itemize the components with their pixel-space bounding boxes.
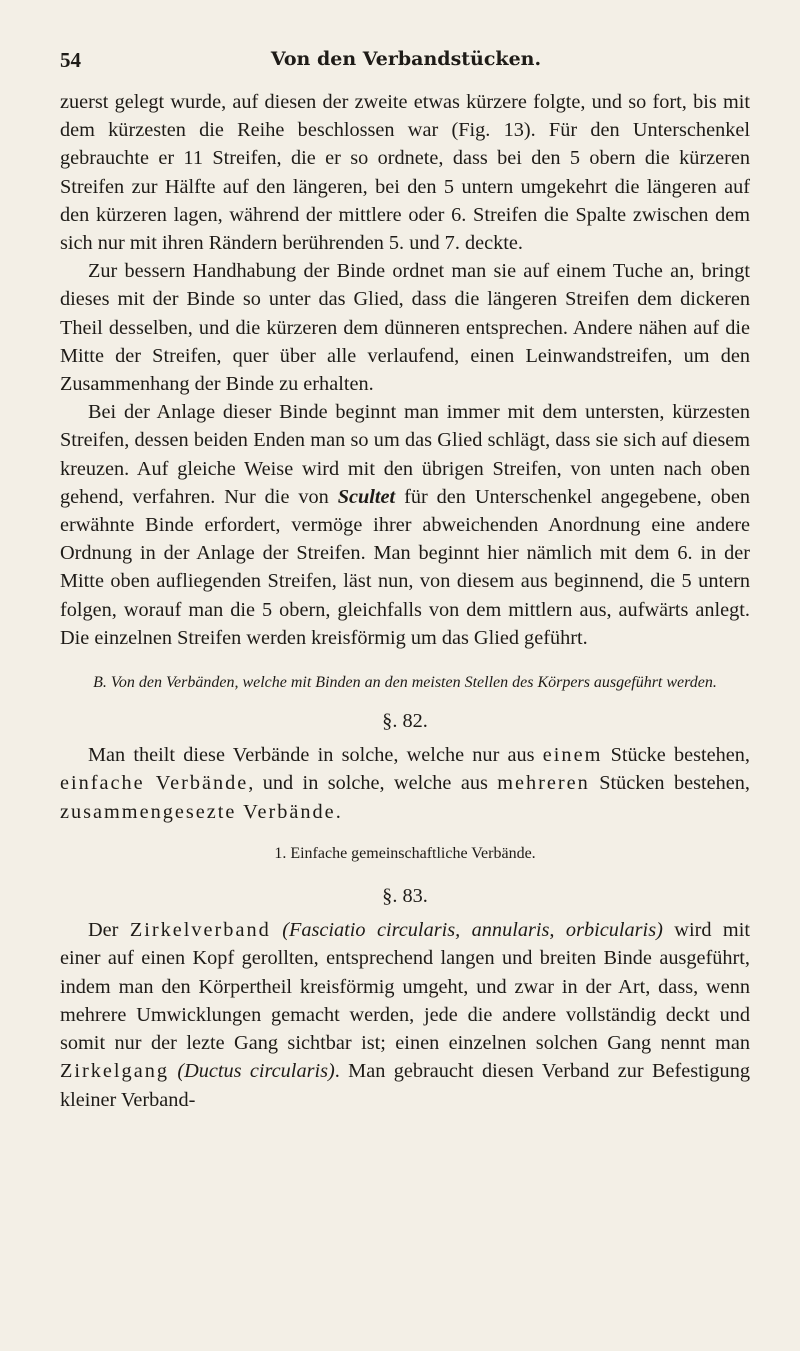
paragraph-82 bbox=[60, 741, 750, 826]
text-run: . Man gebraucht diesen Verband zur Befestigung kleiner Verband- bbox=[60, 1060, 750, 1111]
text-run: . bbox=[335, 800, 341, 823]
latin-term: (Ductus circularis) bbox=[168, 1060, 335, 1083]
text-run: Stücken bestehen, bbox=[589, 772, 750, 795]
paragraph-83 bbox=[60, 916, 750, 1113]
paragraph-handhabung: Zur bessern Handhabung der Binde ordnet man sie auf einem Tuche an, bringt dieses mit der Binde so unter das Glied, dass die längeren Streifen dem dickeren Theil desselben, und die kürzeren dem dünneren entsprechen. Andere nähen auf die Mitte der Streifen, quer über alle verlaufend, einen Leinwandstreifen, um den Zusammenhang der Binde zu erhalten. bbox=[60, 260, 750, 396]
spaced-term: Zirkelverband bbox=[129, 919, 271, 942]
paragraph-anlage bbox=[60, 398, 750, 652]
spaced-term: einfache Verbände bbox=[60, 772, 249, 795]
subsection-heading: 1. Einfache gemeinschaftliche Verbände. bbox=[274, 844, 536, 862]
spaced-term: einem bbox=[542, 744, 603, 767]
text-run: wird mit einer auf einen Kopf gerollten, entsprechend langen und breiten Binde ausgeführt, indem man den Körpertheil kreisförmig umgeht, und zwar in der Art, dass, wenn mehrere Umwicklungen gemacht werden, jede die andere vollständig deckt und somit nur der lezte Gang sichtbar ist; einen einzelnen solchen Gang nennt man bbox=[60, 919, 750, 1055]
text-run: Stücke bestehen, bbox=[602, 744, 751, 767]
paragraph-number-83: §. 83. bbox=[382, 885, 428, 908]
page-body bbox=[60, 88, 750, 1114]
spaced-term: Zirkelgang bbox=[60, 1060, 169, 1083]
spaced-term: mehreren bbox=[497, 772, 590, 795]
text-run: Man theilt diese Verbände in solche, welche nur aus bbox=[88, 744, 543, 767]
paragraph-anlage-text-2: für den Unterschenkel angegebene, oben erwähnte Binde erfordert, vermöge ihrer abweichenden Anordnung eine andere Ordnung in der Anlage der Streifen. Man beginnt hier nämlich mit dem 6. in der Mitte oben aufliegenden Streifen, läst nun, von diesem aus beginnend, die 5 untern folgen, worauf man die 5 obern, gleichfalls von dem mittlern aus, aufwärts anlegt. Die einzelnen Streifen werden kreisförmig um das Glied geführt. bbox=[60, 485, 750, 649]
author-name-scultet: Scultet bbox=[337, 485, 396, 508]
page-header bbox=[60, 48, 752, 78]
section-label: B. bbox=[93, 674, 107, 692]
text-run: , und in solche, welche aus bbox=[248, 772, 498, 795]
spaced-term: zusammengesezte Verbände bbox=[60, 800, 336, 823]
section-heading-b bbox=[60, 672, 750, 693]
paragraph-continued: zuerst gelegt wurde, auf diesen der zweite etwas kürzere folgte, und so fort, bis mit dem kürzesten die Reihe beschlossen war (Fig. 13). Für den Unterschenkel gebrauchte er 11 Streifen, die er so ordnete, dass bei den 5 obern die kürzeren Streifen zur Hälfte auf den längeren, bei den 5 untern umgekehrt die längeren auf den kürzeren lagen, während der mittlere oder 6. Streifen die Spalte zwischen dem sich nur mit ihren Rändern berührenden 5. und 7. deckte. bbox=[60, 91, 750, 255]
paragraph-number-82: §. 82. bbox=[382, 710, 428, 733]
running-title: Von den Verbandstücken. bbox=[270, 48, 542, 70]
section-title: Von den Verbänden, welche mit Binden an den meisten Stellen des Körpers ausgeführt werden. bbox=[110, 674, 717, 692]
page-number: 54 bbox=[60, 48, 81, 72]
latin-term: (Fasciatio circularis, annularis, orbicularis) bbox=[270, 919, 663, 942]
paragraph-anlage-text-1: Bei der Anlage dieser Binde beginnt man immer mit dem untersten, kürzesten Streifen, dessen beiden Enden man so um das Glied schlägt, dass sie sich auf diesem kreuzen. Auf gleiche Weise wird mit den übrigen Streifen, von unten nach oben gehend, verfahren. Nur die von bbox=[60, 401, 750, 508]
text-run: Der bbox=[88, 919, 130, 942]
